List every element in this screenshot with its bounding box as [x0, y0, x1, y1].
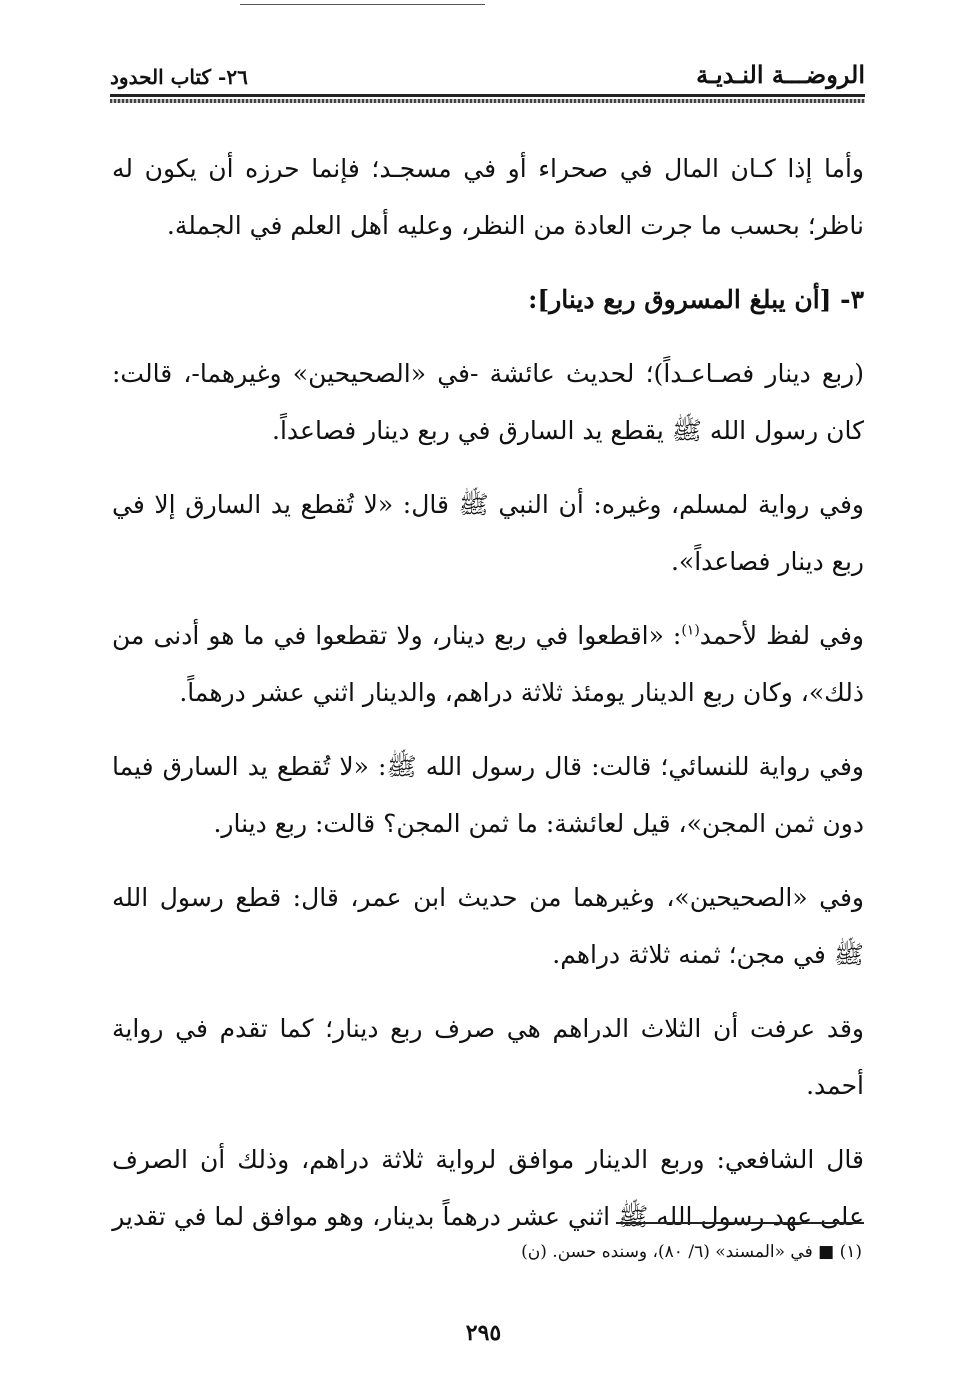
paragraph-hirz: وأما إذا كـان المال في صحراء أو في مسجـد؛ فإنما حرزه أن يكون له ناظر؛ بحسب ما جرت العادة من النظر، وعليه أهل العلم في الجملة.	[112, 154, 864, 240]
condition-heading: ٣- [أن يبلغ المسروق ربع دينار]:	[528, 285, 864, 314]
paragraph-three-dirhams: وقد عرفت أن الثلاث الدراهم هي صرف ربع دينار؛ كما تقدم في رواية أحمد.	[112, 1014, 864, 1100]
paragraph-rub-dinar: (ربع دينار فصـاعـداً)؛ لحديث عائشة -في «الصحيحين» وغيرهما-، قالت: كان رسول الله ﷺ يقطع يد السارق في ربع دينار فصاعداً.	[112, 359, 864, 445]
header-rule-pattern	[110, 99, 865, 103]
paragraph-muslim-narration: وفي رواية لمسلم، وغيره: أن النبي ﷺ قال: «لا تُقطع يد السارق إلا في ربع دينار فصاعداً».	[112, 490, 864, 576]
ahmad-rest: : «اقطعوا في ربع دينار، ولا تقطعوا في ما هو أدنى من ذلك»، وكان ربع الدينار يومئذ ثلاثة دراهم، والدينار اثني عشر درهماً.	[112, 621, 864, 707]
paragraph-ahmad-narration	[112, 607, 864, 721]
book-title: الروضـــة النـديـة	[696, 60, 865, 89]
running-header	[110, 58, 865, 98]
page-number: ٢٩٥	[465, 1320, 502, 1346]
section-title: ٢٦- كتاب الحدود	[110, 65, 248, 89]
page-body	[112, 140, 864, 1262]
paragraph-shafii: قال الشافعي: وربع الدينار موافق لرواية ثلاثة دراهم، وذلك أن الصرف على عهد رسول الله ﷺ اثني عشر درهماً بدينار، وهو موافق لما في تقدير	[112, 1145, 864, 1231]
paragraph-nasai-narration: وفي رواية للنسائي؛ قالت: قال رسول الله ﷺ: «لا تُقطع يد السارق فيما دون ثمن المجن»، قيل لعائشة: ما ثمن المجن؟ قالت: ربع دينار.	[112, 752, 864, 838]
footnote-reference[interactable]: (١)	[681, 622, 700, 639]
ahmad-lead: وفي لفظ لأحمد	[699, 621, 864, 650]
footnote: (١) ■ في «المسند» (٦/ ٨٠)، وسنده حسن. (ن)	[521, 1242, 862, 1262]
footnote-rule	[616, 1222, 864, 1224]
paragraph-sahihayn-ibn-umar: وفي «الصحيحين»، وغيرهما من حديث ابن عمر، قال: قطع رسول الله ﷺ في مجن؛ ثمنه ثلاثة دراهم.	[112, 883, 864, 969]
top-decorative-rule	[240, 4, 485, 5]
header-rule	[110, 94, 865, 97]
